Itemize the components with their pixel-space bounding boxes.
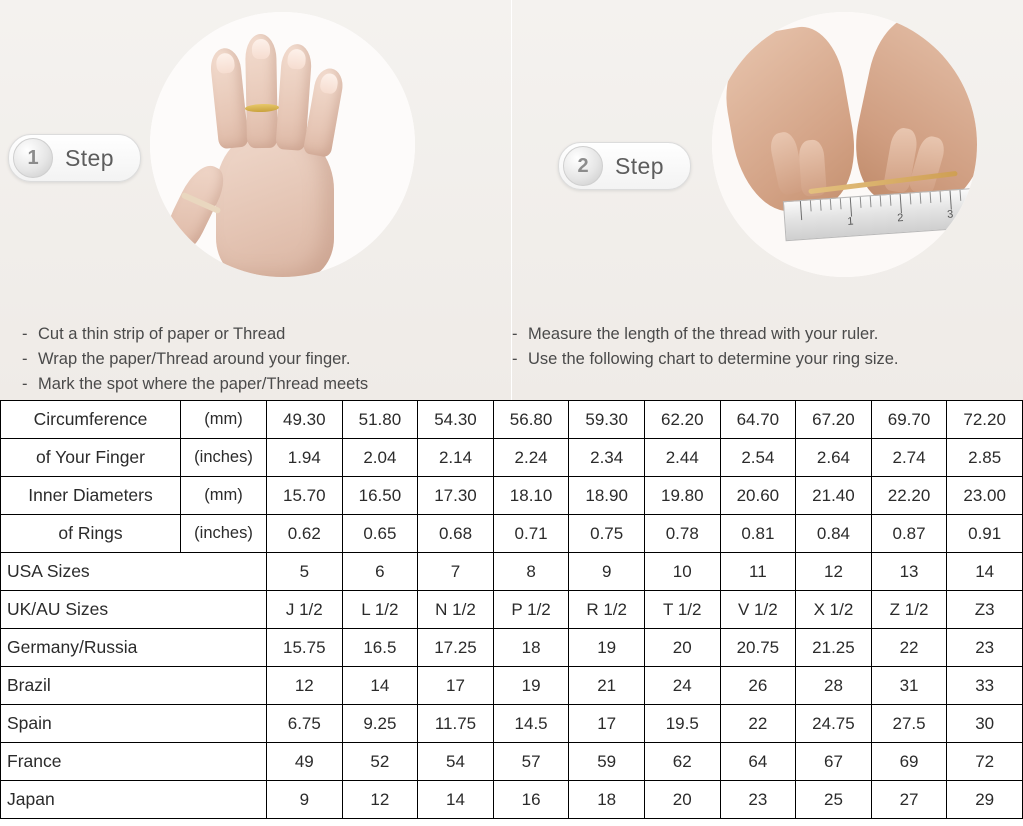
cell: 27	[871, 781, 947, 819]
cell: 31	[871, 667, 947, 705]
step-2-photo	[712, 12, 977, 277]
cell: 13	[871, 553, 947, 591]
cell: 22	[720, 705, 796, 743]
cell: 0.75	[569, 515, 645, 553]
cell: 33	[947, 667, 1023, 705]
cell: 12	[796, 553, 872, 591]
row-label-france: France	[1, 743, 267, 781]
cell: L 1/2	[342, 591, 418, 629]
table-row	[1, 477, 1023, 515]
cell: 51.80	[342, 401, 418, 439]
ruler-number: 1	[847, 215, 854, 228]
step-2-number: 2	[563, 146, 603, 186]
cell: 24.75	[796, 705, 872, 743]
cell: 8	[493, 553, 569, 591]
cell: 49.30	[267, 401, 343, 439]
nail-shape	[251, 39, 270, 59]
cell: 2.64	[796, 439, 872, 477]
table-row	[1, 401, 1023, 439]
instruction-line: - Use the following chart to determine your ring size.	[512, 350, 899, 368]
cell: 0.65	[342, 515, 418, 553]
table-row	[1, 629, 1023, 667]
row-label-brazil: Brazil	[1, 667, 267, 705]
cell: 56.80	[493, 401, 569, 439]
cell: 64.70	[720, 401, 796, 439]
row-label-uk-au-sizes: UK/AU Sizes	[1, 591, 267, 629]
table-row	[1, 439, 1023, 477]
cell: 2.74	[871, 439, 947, 477]
cell: 19	[569, 629, 645, 667]
cell: 17.30	[418, 477, 494, 515]
row-label-inner-diameters-2: of Rings	[1, 515, 181, 553]
cell: 5	[267, 553, 343, 591]
step-1-label: Step	[65, 144, 114, 171]
cell: 0.81	[720, 515, 796, 553]
cell: 54	[418, 743, 494, 781]
cell: 20	[644, 629, 720, 667]
cell: 2.85	[947, 439, 1023, 477]
cell: 6.75	[267, 705, 343, 743]
cell: 14	[342, 667, 418, 705]
nail-shape	[319, 72, 339, 95]
cell: 18.90	[569, 477, 645, 515]
cell: 62.20	[644, 401, 720, 439]
cell: 2.34	[569, 439, 645, 477]
cell: 9.25	[342, 705, 418, 743]
cell: 59.30	[569, 401, 645, 439]
cell: 69.70	[871, 401, 947, 439]
cell: 29	[947, 781, 1023, 819]
cell: 9	[267, 781, 343, 819]
table-row	[1, 781, 1023, 819]
row-unit-mm: (mm)	[181, 477, 267, 515]
cell: 15.70	[267, 477, 343, 515]
cell: 14	[418, 781, 494, 819]
hand-with-thread-on-finger-photo	[150, 12, 415, 277]
cell: J 1/2	[267, 591, 343, 629]
cell: 0.78	[644, 515, 720, 553]
instruction-text: Wrap the paper/Thread around your finger.	[38, 350, 351, 368]
cell: 0.87	[871, 515, 947, 553]
cell: 57	[493, 743, 569, 781]
cell: 18.10	[493, 477, 569, 515]
cell: 0.68	[418, 515, 494, 553]
instruction-line: - Mark the spot where the paper/Thread meets	[22, 375, 369, 393]
instruction-text: Mark the spot where the paper/Thread meets	[38, 375, 369, 393]
cell: 7	[418, 553, 494, 591]
cell: 28	[796, 667, 872, 705]
cell: T 1/2	[644, 591, 720, 629]
cell: 2.04	[342, 439, 418, 477]
cell: 16	[493, 781, 569, 819]
cell: 9	[569, 553, 645, 591]
hands-measuring-thread-with-ruler-photo	[712, 12, 977, 277]
cell: 67.20	[796, 401, 872, 439]
cell: 12	[342, 781, 418, 819]
cell: 11.75	[418, 705, 494, 743]
instruction-line: - Cut a thin strip of paper or Thread	[22, 325, 286, 343]
cell: 10	[644, 553, 720, 591]
row-label-germany-russia: Germany/Russia	[1, 629, 267, 667]
cell: 0.71	[493, 515, 569, 553]
cell: 21	[569, 667, 645, 705]
cell: 14.5	[493, 705, 569, 743]
cell: 19	[493, 667, 569, 705]
cell: 19.80	[644, 477, 720, 515]
cell: 22	[871, 629, 947, 667]
cell: 16.5	[342, 629, 418, 667]
row-unit-inches: (inches)	[181, 439, 267, 477]
cell: 64	[720, 743, 796, 781]
cell: Z 1/2	[871, 591, 947, 629]
cell: X 1/2	[796, 591, 872, 629]
instruction-text: Cut a thin strip of paper or Thread	[38, 325, 286, 343]
row-label-circumference: Circumference	[1, 401, 181, 439]
step-1-photo	[150, 12, 415, 277]
cell: 22.20	[871, 477, 947, 515]
step-1-number: 1	[13, 138, 53, 178]
row-label-circumference-2: of Your Finger	[1, 439, 181, 477]
row-unit-mm: (mm)	[181, 401, 267, 439]
cell: 52	[342, 743, 418, 781]
cell: 2.44	[644, 439, 720, 477]
cell: 67	[796, 743, 872, 781]
cell: 18	[569, 781, 645, 819]
cell: 23	[720, 781, 796, 819]
cell: 19.5	[644, 705, 720, 743]
cell: 62	[644, 743, 720, 781]
cell: 27.5	[871, 705, 947, 743]
step-2-label: Step	[615, 152, 664, 179]
step-1-badge	[8, 134, 141, 182]
step-2-badge	[558, 142, 691, 190]
cell: 24	[644, 667, 720, 705]
cell: 30	[947, 705, 1023, 743]
cell: 20.75	[720, 629, 796, 667]
cell: 15.75	[267, 629, 343, 667]
cell: 18	[493, 629, 569, 667]
table-row	[1, 553, 1023, 591]
ruler-number: 2	[896, 211, 904, 225]
instruction-line: - Wrap the paper/Thread around your finger.	[22, 350, 351, 368]
instructions-section	[0, 0, 1023, 400]
cell: 12	[267, 667, 343, 705]
cell: 23.00	[947, 477, 1023, 515]
cell: Z3	[947, 591, 1023, 629]
cell: P 1/2	[493, 591, 569, 629]
cell: 69	[871, 743, 947, 781]
cell: 6	[342, 553, 418, 591]
ring-size-table	[0, 400, 1023, 819]
row-unit-inches: (inches)	[181, 515, 267, 553]
cell: 2.54	[720, 439, 796, 477]
ruler-number: 3	[946, 208, 954, 221]
cell: 1.94	[267, 439, 343, 477]
table-row	[1, 743, 1023, 781]
cell: R 1/2	[569, 591, 645, 629]
table-body	[1, 401, 1023, 819]
cell: 20.60	[720, 477, 796, 515]
cell: N 1/2	[418, 591, 494, 629]
finger-shape	[245, 34, 278, 149]
cell: 21.25	[796, 629, 872, 667]
cell: 0.84	[796, 515, 872, 553]
cell: 0.62	[267, 515, 343, 553]
cell: 59	[569, 743, 645, 781]
row-label-japan: Japan	[1, 781, 267, 819]
cell: 72	[947, 743, 1023, 781]
nail-shape	[287, 48, 306, 69]
table-row	[1, 705, 1023, 743]
row-label-spain: Spain	[1, 705, 267, 743]
cell: 0.91	[947, 515, 1023, 553]
table-row	[1, 667, 1023, 705]
instruction-text: Use the following chart to determine your ring size.	[528, 350, 899, 368]
nail-shape	[215, 52, 235, 74]
step-1-instructions	[22, 322, 368, 397]
instruction-line: - Measure the length of the thread with your ruler.	[512, 325, 879, 343]
instruction-text: Measure the length of the thread with your ruler.	[528, 325, 879, 343]
cell: 72.20	[947, 401, 1023, 439]
row-label-usa-sizes: USA Sizes	[1, 553, 267, 591]
cell: 11	[720, 553, 796, 591]
cell: 21.40	[796, 477, 872, 515]
cell: 17.25	[418, 629, 494, 667]
cell: 49	[267, 743, 343, 781]
cell: 20	[644, 781, 720, 819]
table-row	[1, 515, 1023, 553]
cell: V 1/2	[720, 591, 796, 629]
table-row	[1, 591, 1023, 629]
cell: 23	[947, 629, 1023, 667]
cell: 26	[720, 667, 796, 705]
step-2-instructions	[512, 322, 899, 372]
cell: 2.24	[493, 439, 569, 477]
cell: 16.50	[342, 477, 418, 515]
cell: 17	[569, 705, 645, 743]
cell: 2.14	[418, 439, 494, 477]
finger-shape	[209, 47, 249, 150]
cell: 14	[947, 553, 1023, 591]
cell: 17	[418, 667, 494, 705]
row-label-inner-diameters: Inner Diameters	[1, 477, 181, 515]
cell: 25	[796, 781, 872, 819]
cell: 54.30	[418, 401, 494, 439]
